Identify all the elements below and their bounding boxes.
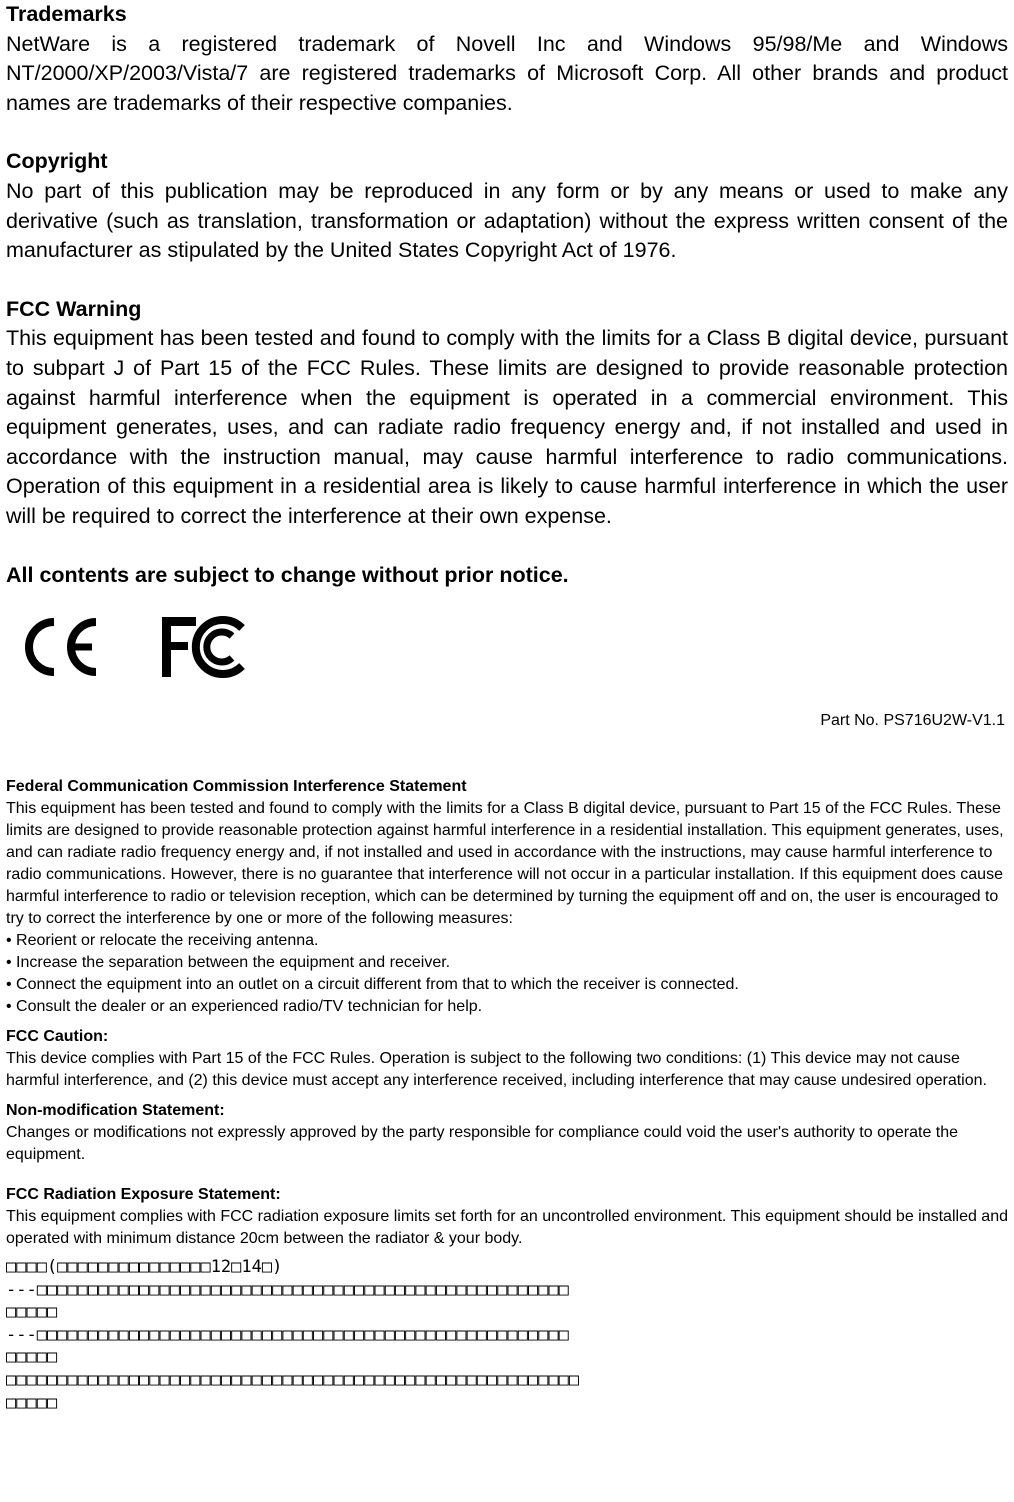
copyright-heading: Copyright (6, 149, 108, 174)
garbled-line: ---□□□□□□□□□□□□□□□□□□□□□□□□□□□□□□□□□□□□□□□□□□□□□□□□□□□□ (6, 1279, 569, 1300)
garbled-line: □□□□□ (6, 1302, 58, 1323)
garbled-line: □□□□□□□□□□□□□□□□□□□□□□□□□□□□□□□□□□□□□□□□□□□□□□□□□□□□□□□□ (6, 1370, 580, 1391)
list-item: • Consult the dealer or an experienced radio/TV technician for help. (6, 998, 483, 1016)
nonmod-body: Changes or modifications not expressly approved by the party responsible for compliance could void the user's authority to operate the equipment. (6, 1124, 959, 1164)
fcc-logo-icon (158, 614, 254, 680)
garbled-line: ---□□□□□□□□□□□□□□□□□□□□□□□□□□□□□□□□□□□□□□□□□□□□□□□□□□□□ (6, 1324, 569, 1345)
trademarks-heading: Trademarks (6, 2, 127, 26)
caution-heading: FCC Caution: (6, 1028, 109, 1046)
list-item: • Connect the equipment into an outlet on a circuit different from that to which the receiver is connected. (6, 976, 739, 994)
federal-body: This equipment has been tested and found to comply with the limits for a Class B digital device, pursuant to Part 15 of the FCC Rules. These limits are designed to provide reasonable protection against harmful interference in a residential installation. This equipment generates, uses, and can radiate radio frequency energy and, if not installed and used in accordance with the instructions, may cause harmful interference to radio communications. However, there is no guarantee that interference will not occur in a particular installation. If this equipment does cause harmful interference to radio or television reception, which can be determined by turning the equipment off and on, the user is encouraged to try to correct the interference by one or more of the following measures: (6, 800, 1004, 928)
fcc-caution-section (6, 1026, 1008, 1092)
radiation-body: This equipment complies with FCC radiation exposure limits set forth for an uncontrolled environment. This equipment should be installed and operated with minimum distance 20cm between the radiator & your body. (6, 1208, 1008, 1248)
nonmod-heading: Non-modification Statement: (6, 1102, 225, 1120)
list-item: • Reorient or relocate the receiving antenna. (6, 932, 319, 950)
caution-body: This device complies with Part 15 of the FCC Rules. Operation is subject to the following two conditions: (1) This device may not cause harmful interference, and (2) this device must accept any interference received, including interference that may cause undesired operation. (6, 1050, 987, 1090)
federal-heading: Federal Communication Commission Interference Statement (6, 778, 467, 796)
copyright-section (6, 147, 1008, 265)
list-item: • Increase the separation between the equipment and receiver. (6, 954, 451, 972)
garbled-line: □□□□□ (6, 1347, 58, 1368)
trademarks-section (6, 0, 1008, 118)
ce-mark-icon (18, 614, 108, 680)
certification-logos (6, 602, 1008, 712)
fcc-warning-body: This equipment has been tested and found to comply with the limits for a Class B digital device, pursuant to subpart J of Part 15 of the FCC Rules. These limits are designed to provide reasonable protection against harmful interference when the equipment is operated in a commercial environment. This equipment generates, uses, and can radiate radio frequency energy and, if not installed and used in accordance with the instruction manual, may cause harmful interference to radio communications. Operation of this equipment in a residential area is likely to cause harmful interference in which the user will be required to correct the interference at their own expense. (6, 326, 1008, 528)
garbled-line: □□□□(□□□□□□□□□□□□□□□12□14□) (6, 1257, 283, 1278)
part-number: Part No. PS716U2W-V1.1 (820, 712, 1005, 730)
copyright-body: No part of this publication may be reproduced in any form or by any means or used to make any derivative (such as translation, transformation or adaptation) without the express written consent of the manufacturer as stipulated by the United States Copyright Act of 1976. (6, 178, 1008, 263)
fcc-warning-section (6, 295, 1008, 532)
non-modification-section (6, 1100, 1008, 1166)
fcc-warning-heading: FCC Warning (6, 296, 142, 321)
radiation-section (6, 1184, 1008, 1250)
trademarks-body: NetWare is a registered trademark of Novell Inc and Windows 95/98/Me and Windows NT/2000/XP/2003/Vista/7 are registered trademarks of Microsoft Corp. All other brands and product names are trademarks of their respective companies. (6, 31, 1008, 115)
radiation-heading: FCC Radiation Exposure Statement: (6, 1186, 281, 1204)
federal-statement-section (6, 776, 1008, 1018)
change-notice: All contents are subject to change without prior notice. (6, 562, 569, 587)
measures-list (6, 930, 1008, 1018)
garbled-text-block (6, 1256, 1008, 1414)
garbled-line: □□□□□ (6, 1392, 58, 1413)
